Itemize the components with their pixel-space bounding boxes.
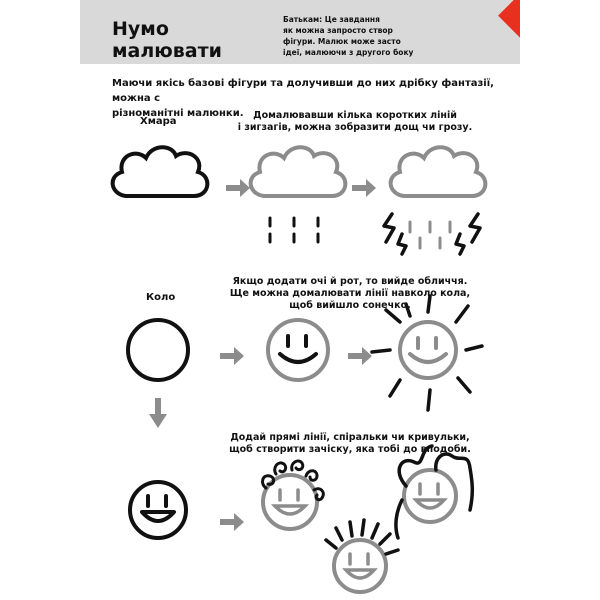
arrow-right-icon [226, 179, 250, 197]
parent-note-line-4: ідеї, малюючи з другого боку [283, 48, 414, 57]
rain-drops [270, 218, 318, 242]
cloud-gray-rain [251, 147, 346, 196]
cloud-label: Хмара [140, 116, 177, 127]
arrow-right-icon [220, 513, 244, 531]
cloud-gray-storm [391, 147, 486, 196]
smiley-face-plain [130, 482, 186, 538]
lightning-zigzags [384, 214, 480, 254]
face-spiky-hair [326, 520, 398, 592]
spiky-hair-lines [326, 520, 398, 554]
arrow-right-icon [352, 179, 376, 197]
parent-note-line-2: як можна запросто створ [283, 26, 393, 35]
intro-line-1: Маючи якісь базові фігури та долучивши до них дрібку фантазії, можна с [112, 78, 494, 104]
circle-black [128, 320, 188, 380]
circle-caption-line-1: Якщо додати очі й рот, то вийде обличчя. [232, 276, 468, 287]
circle-label: Коло [146, 292, 176, 303]
sun-rays [372, 296, 482, 410]
cloud-caption-line-1: Домалювавши кілька коротких ліній [253, 110, 457, 121]
face-wavy-hair [396, 446, 472, 538]
arrow-right-icon [348, 347, 372, 365]
arrow-down-icon [149, 398, 167, 428]
arrow-right-icon [220, 347, 244, 365]
parent-note-label: Батькам: [283, 15, 323, 24]
worksheet-page [80, 0, 520, 600]
storm-rain [410, 222, 450, 248]
cloud-black [113, 147, 208, 196]
hair-caption-line-2: щоб створити зачіску, яка тобі до вподоби. [229, 444, 471, 455]
smiley-face [268, 320, 328, 380]
title-line-2: малювати [112, 40, 222, 62]
sun-face [372, 296, 482, 410]
hair-caption-line-1: Додай прямі лінії, спіральки чи кривульки, [230, 432, 470, 443]
wavy-hair-lines [396, 446, 472, 538]
circle-caption-line-3: щоб вийшло сонечко. [289, 300, 411, 311]
circle-caption-line-2: Ще можна домалювати лінії навколо кола, [229, 288, 471, 299]
face-curly-hair [263, 461, 324, 529]
intro-line-2: різноманітні малюнки. [112, 108, 244, 119]
title-line-1: Нумо [112, 18, 169, 40]
parent-note-line-3: фігури. Малюк може засто [283, 37, 401, 46]
drawings [80, 0, 520, 600]
parent-note-line-1: Це завдання [322, 15, 380, 24]
cloud-caption-line-2: і зигзагів, можна зобразити дощ чи грозу. [237, 122, 473, 133]
